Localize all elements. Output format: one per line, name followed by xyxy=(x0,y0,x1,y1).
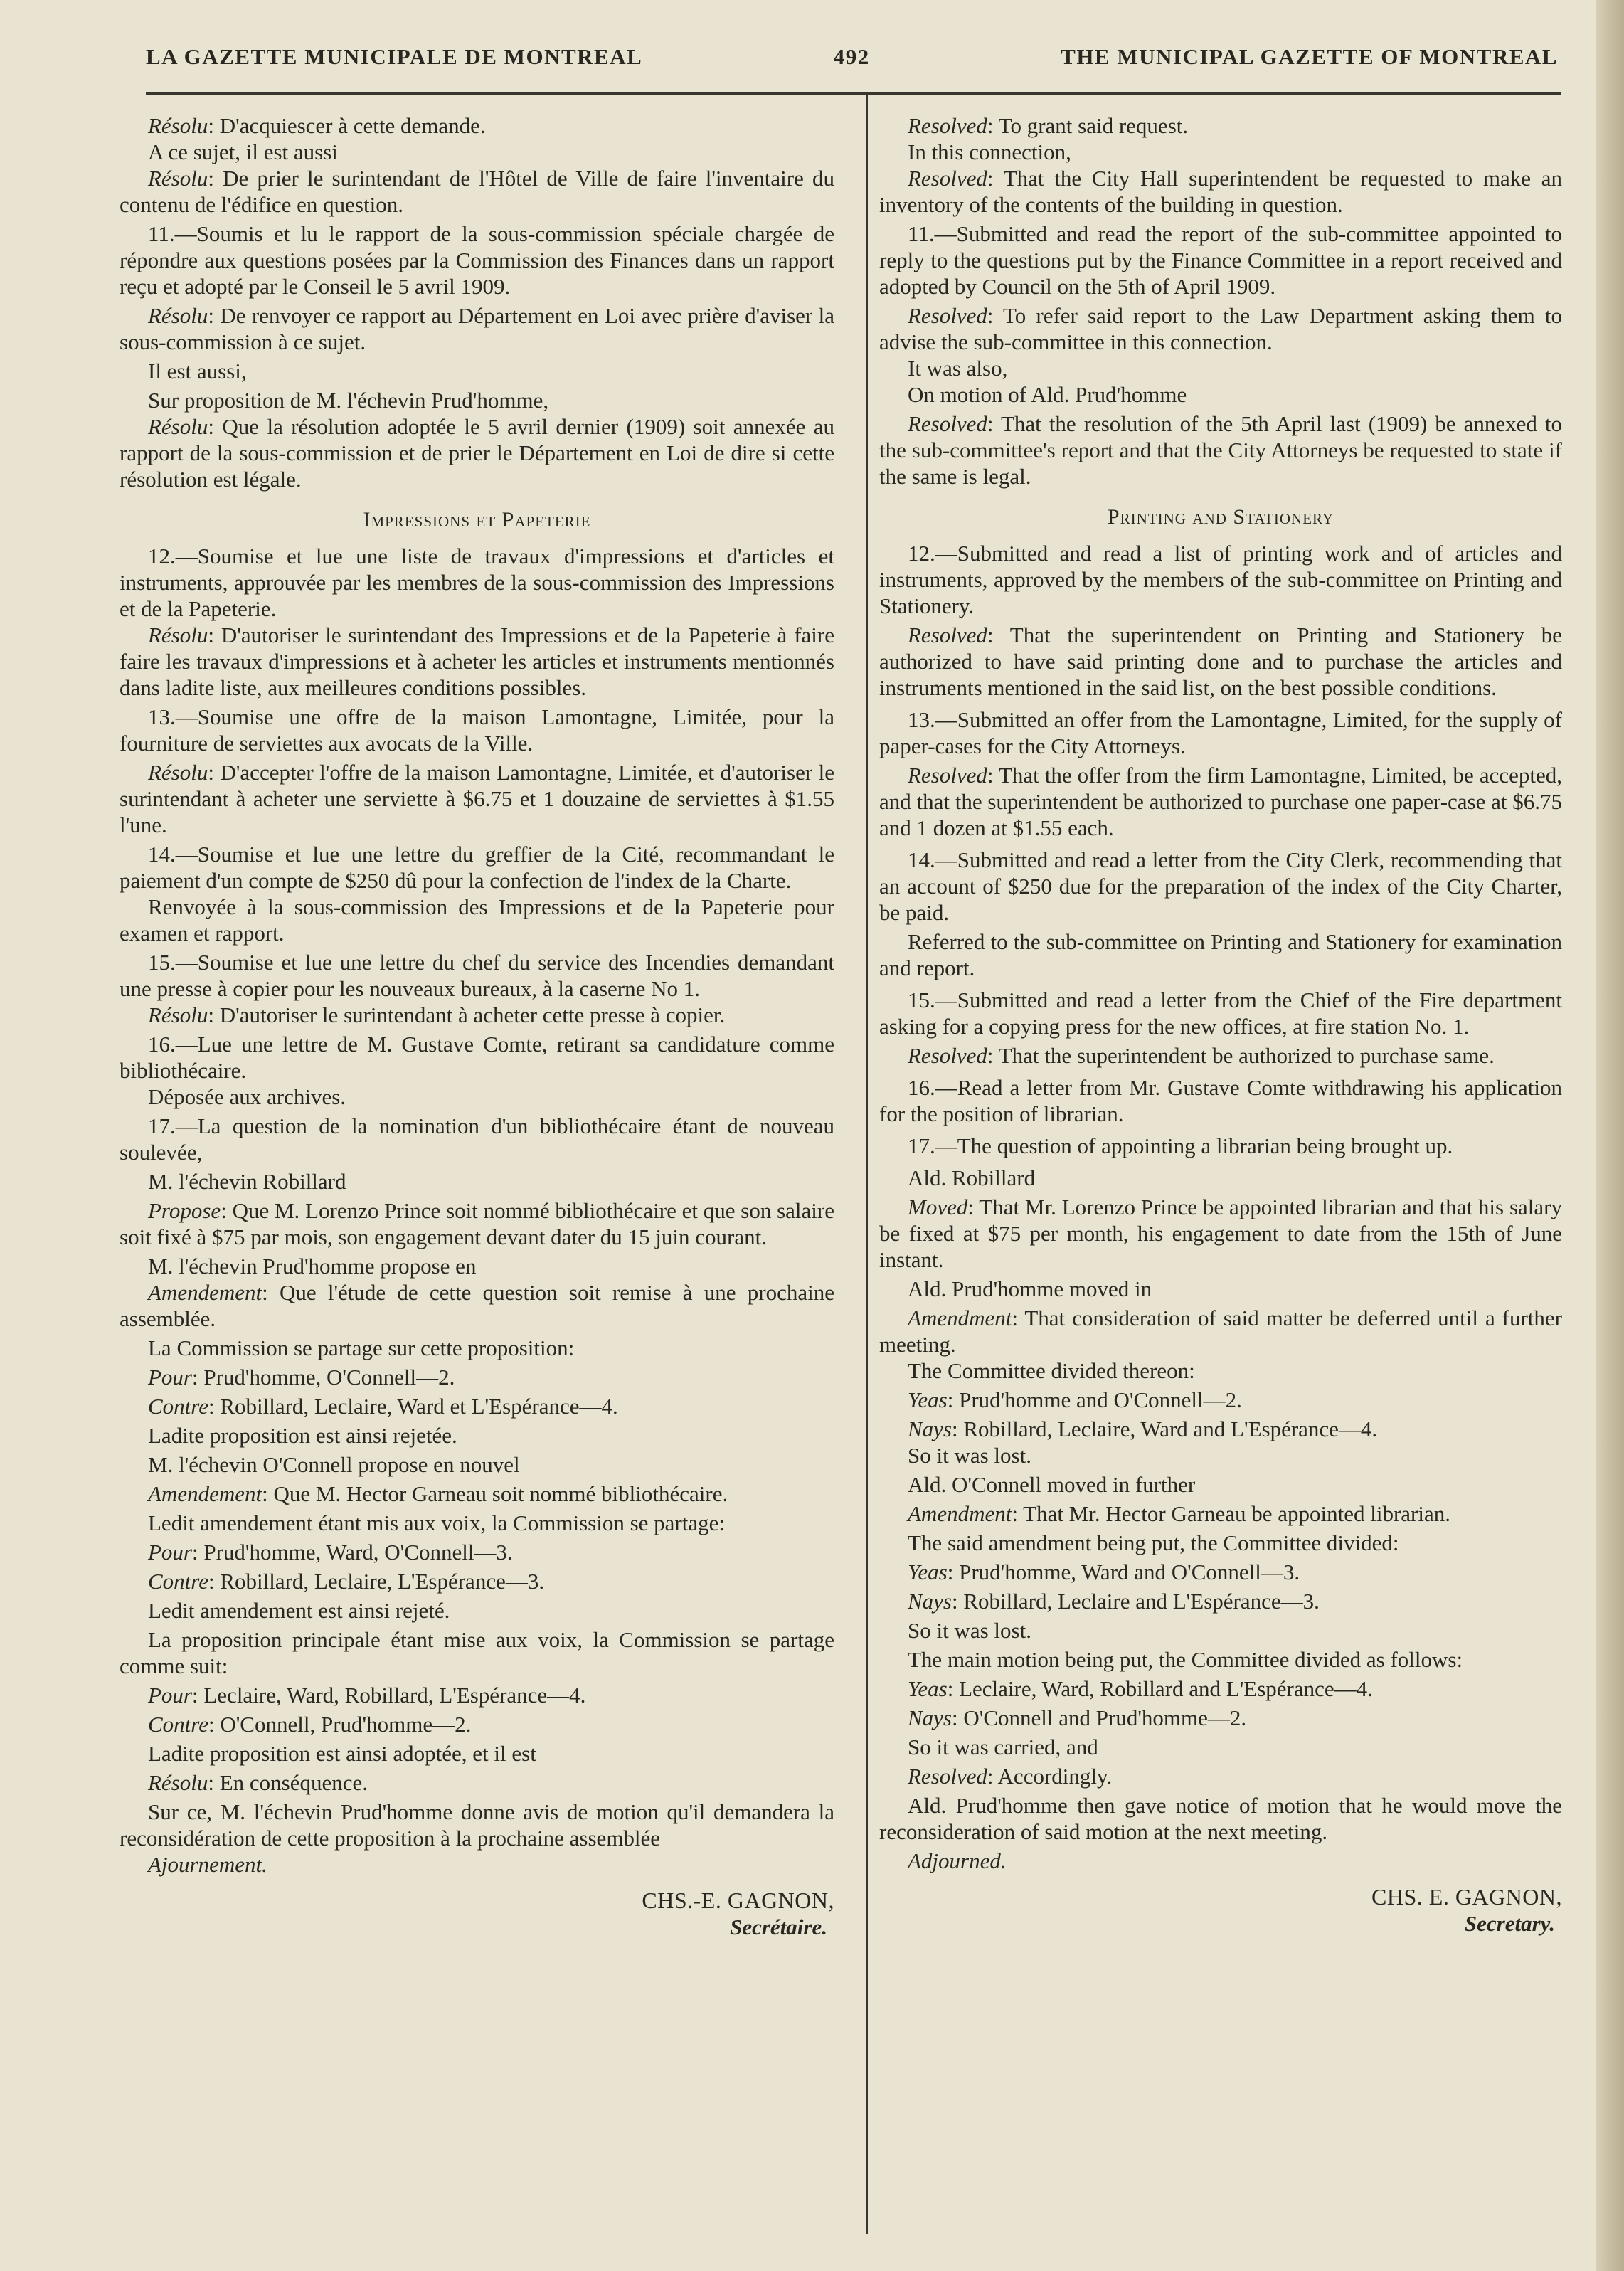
signature: CHS. E. GAGNON, xyxy=(1371,1884,1562,1910)
paragraph: M. l'échevin Robillard xyxy=(148,1169,346,1194)
paragraph: Renvoyée à la sous-commission des Impressions et de la Papeterie pour examen et rapport. xyxy=(120,894,834,946)
paragraph: 14.—Submitted and read a letter from the City Clerk, recommending that an account of $250 due for the preparation of the index of the City Charter, be paid. xyxy=(879,847,1562,925)
paragraph: It was also, xyxy=(908,356,1008,381)
adjournment: Ajournement. xyxy=(148,1852,267,1877)
paragraph: Resolved: To grant said request. xyxy=(908,113,1189,138)
paragraph: Ald. Robillard xyxy=(908,1165,1036,1190)
paragraph: Amendment: That consideration of said matter be deferred until a further meeting. xyxy=(879,1306,1562,1357)
paragraph: M. l'échevin O'Connell propose en nouvel xyxy=(148,1452,520,1477)
paragraph: Resolved: That the resolution of the 5th April last (1909) be annexed to the sub-committee's report and that the City Attorneys be requested to state if the same is legal. xyxy=(879,411,1562,489)
paragraph: Ald. O'Connell moved in further xyxy=(908,1472,1196,1497)
signature-title: Secretary. xyxy=(1464,1911,1555,1936)
paragraph: Sur ce, M. l'échevin Prud'homme donne avis de motion qu'il demandera la reconsidération de cette proposition à la prochaine assemblée xyxy=(120,1799,834,1851)
paragraph: The said amendment being put, the Committee divided: xyxy=(908,1530,1399,1555)
paragraph: Contre: O'Connell, Prud'homme—2. xyxy=(148,1712,472,1737)
paragraph: 15.—Submitted and read a letter from the Chief of the Fire department asking for a copying press for the new offices, at fire station No. 1. xyxy=(879,988,1562,1039)
paragraph: Resolved: That the City Hall superintendent be requested to make an inventory of the contents of the building in question. xyxy=(879,166,1562,217)
paragraph: Amendement: Que M. Hector Garneau soit nommé bibliothécaire. xyxy=(148,1481,728,1506)
paragraph: Propose: Que M. Lorenzo Prince soit nommé bibliothécaire et que son salaire soit fixé à $75 par mois, son engagement devant dater du 15 juin courant. xyxy=(120,1198,834,1249)
paragraph: The main motion being put, the Committee divided as follows: xyxy=(908,1647,1463,1672)
paragraph: M. l'échevin Prud'homme propose en xyxy=(148,1254,477,1279)
header-right-title: THE MUNICIPAL GAZETTE OF MONTREAL xyxy=(1061,44,1558,69)
paragraph: 15.—Soumise et lue une lettre du chef du service des Incendies demandant une presse à copier pour les nouveaux bureaux, à la caserne No 1. xyxy=(120,950,834,1001)
paragraph: 17.—La question de la nomination d'un bibliothécaire étant de nouveau soulevée, xyxy=(120,1113,834,1165)
page-binding-edge xyxy=(1596,0,1624,2271)
paragraph: Resolved: Accordingly. xyxy=(908,1764,1113,1789)
paragraph: 11.—Submitted and read the report of the sub-committee appointed to reply to the questions put by the Finance Committee in a report received and adopted by Council on the 5th of April 1909. xyxy=(879,221,1562,299)
paragraph: Résolu: D'autoriser le surintendant des Impressions et de la Papeterie à faire faire les travaux d'impressions et à acheter les articles et instruments mentionnés dans ladite liste, aux meilleures conditions possibles. xyxy=(120,623,834,700)
paragraph: Résolu: D'acquiescer à cette demande. xyxy=(148,113,486,138)
paragraph: Sur proposition de M. l'échevin Prud'homme, xyxy=(148,388,549,413)
paragraph: So it was lost. xyxy=(908,1443,1031,1468)
paragraph: 16.—Lue une lettre de M. Gustave Comte, retirant sa candidature comme bibliothécaire. xyxy=(120,1032,834,1083)
page-number: 492 xyxy=(833,44,870,69)
column-divider xyxy=(866,92,868,2234)
paragraph: The Committee divided thereon: xyxy=(908,1358,1195,1383)
paragraph: Résolu: D'accepter l'offre de la maison Lamontagne, Limitée, et d'autoriser le surintendant à acheter une serviette à $6.75 et 1 douzaine de serviettes à $1.55 l'une. xyxy=(120,760,834,837)
paragraph: Moved: That Mr. Lorenzo Prince be appointed librarian and that his salary be fixed at $75 per month, his engagement to date from the 15th of June instant. xyxy=(879,1195,1562,1272)
header-rule xyxy=(146,92,1561,95)
paragraph: Ladite proposition est ainsi adoptée, et il est xyxy=(148,1741,536,1766)
paragraph: Referred to the sub-committee on Printing and Stationery for examination and report. xyxy=(879,929,1562,980)
paragraph: Nays: Robillard, Leclaire, Ward and L'Espérance—4. xyxy=(908,1417,1378,1441)
section-heading: Printing and Stationery xyxy=(1107,505,1334,529)
paragraph: Yeas: Prud'homme and O'Connell—2. xyxy=(908,1387,1242,1412)
paragraph: Pour: Leclaire, Ward, Robillard, L'Espérance—4. xyxy=(148,1683,586,1708)
paragraph: Pour: Prud'homme, O'Connell—2. xyxy=(148,1365,455,1389)
page-header xyxy=(146,44,1558,78)
paragraph: Ald. Prud'homme moved in xyxy=(908,1276,1152,1301)
paragraph: 14.—Soumise et lue une lettre du greffier de la Cité, recommandant le paiement d'un compte de $250 dû pour la confection de l'index de la Charte. xyxy=(120,842,834,893)
paragraph: Déposée aux archives. xyxy=(148,1084,346,1109)
paragraph: On motion of Ald. Prud'homme xyxy=(908,382,1187,407)
paragraph: Ledit amendement étant mis aux voix, la Commission se partage: xyxy=(148,1510,725,1535)
paragraph: Yeas: Prud'homme, Ward and O'Connell—3. xyxy=(908,1560,1300,1584)
paragraph: Resolved: That the superintendent on Printing and Stationery be authorized to have said printing done and to purchase the articles and instruments mentioned in the said list, on the best possible conditions. xyxy=(879,623,1562,700)
paragraph: Résolu: De renvoyer ce rapport au Département en Loi avec prière d'aviser la sous-commission à ce sujet. xyxy=(120,303,834,354)
paragraph: Resolved: That the offer from the firm Lamontagne, Limited, be accepted, and that the superintendent be authorized to purchase one paper-case at $6.75 and 1 dozen at $1.55 each. xyxy=(879,763,1563,840)
adjournment: Adjourned. xyxy=(908,1848,1007,1873)
paragraph: Yeas: Leclaire, Ward, Robillard and L'Espérance—4. xyxy=(908,1676,1373,1701)
paragraph: So it was carried, and xyxy=(908,1735,1098,1759)
paragraph: 13.—Soumise une offre de la maison Lamontagne, Limitée, pour la fourniture de serviettes aux avocats de la Ville. xyxy=(120,704,834,756)
paragraph: Amendement: Que l'étude de cette question soit remise à une prochaine assemblée. xyxy=(120,1280,834,1331)
paragraph: A ce sujet, il est aussi xyxy=(148,139,338,164)
signature: CHS.-E. GAGNON, xyxy=(642,1888,834,1913)
paragraph: Résolu: D'autoriser le surintendant à acheter cette presse à copier. xyxy=(148,1002,726,1027)
paragraph: Contre: Robillard, Leclaire, L'Espérance—3. xyxy=(148,1569,545,1594)
paragraph: So it was lost. xyxy=(908,1618,1031,1643)
paragraph: Nays: O'Connell and Prud'homme—2. xyxy=(908,1705,1247,1730)
paragraph: La proposition principale étant mise aux voix, la Commission se partage comme suit: xyxy=(120,1627,834,1678)
paragraph: 12.—Submitted and read a list of printing work and of articles and instruments, approved by the members of the sub-committee on Printing and Stationery. xyxy=(879,541,1562,618)
paragraph: Contre: Robillard, Leclaire, Ward et L'Espérance—4. xyxy=(148,1394,618,1419)
paragraph: 11.—Soumis et lu le rapport de la sous-commission spéciale chargée de répondre aux questions posées par la Commission des Finances dans un rapport reçu et adopté par le Conseil le 5 avril 1909. xyxy=(120,221,834,299)
paragraph: Resolved: To refer said report to the Law Department asking them to advise the sub-committee in this connection. xyxy=(879,303,1562,354)
paragraph: Résolu: Que la résolution adoptée le 5 avril dernier (1909) soit annexée au rapport de la sous-commission et de prier le Département en Loi de dire si cette résolution est légale. xyxy=(120,414,834,492)
paragraph: La Commission se partage sur cette proposition: xyxy=(148,1335,575,1360)
section-heading: Impressions et Papeterie xyxy=(363,508,591,531)
paragraph: Nays: Robillard, Leclaire and L'Espérance—3. xyxy=(908,1589,1320,1614)
paragraph: Amendment: That Mr. Hector Garneau be appointed librarian. xyxy=(908,1501,1450,1526)
header-left-title: LA GAZETTE MUNICIPALE DE MONTREAL xyxy=(146,44,643,69)
paragraph: Il est aussi, xyxy=(148,359,247,383)
paragraph: Résolu: De prier le surintendant de l'Hôtel de Ville de faire l'inventaire du contenu de l'édifice en question. xyxy=(120,166,834,217)
paragraph: Ald. Prud'homme then gave notice of motion that he would move the reconsideration of said motion at the next meeting. xyxy=(879,1793,1562,1844)
paragraph: 17.—The question of appointing a librarian being brought up. xyxy=(908,1133,1453,1158)
paragraph: Résolu: En conséquence. xyxy=(148,1770,368,1795)
paragraph: 16.—Read a letter from Mr. Gustave Comte withdrawing his application for the position of librarian. xyxy=(879,1075,1562,1126)
paragraph: Ledit amendement est ainsi rejeté. xyxy=(148,1598,450,1623)
paragraph: Ladite proposition est ainsi rejetée. xyxy=(148,1423,457,1448)
english-column xyxy=(879,112,1562,1937)
french-column xyxy=(120,112,834,1940)
paragraph: 12.—Soumise et lue une liste de travaux d'impressions et d'articles et instruments, approuvée par les membres de la sous-commission des Impressions et de la Papeterie. xyxy=(120,544,834,621)
paragraph: Pour: Prud'homme, Ward, O'Connell—3. xyxy=(148,1540,513,1565)
signature-title: Secrétaire. xyxy=(730,1915,827,1939)
paragraph: Resolved: That the superintendent be authorized to purchase same. xyxy=(908,1043,1495,1068)
paragraph: 13.—Submitted an offer from the Lamontagne, Limited, for the supply of paper-cases for the City Attorneys. xyxy=(879,707,1562,758)
paragraph: In this connection, xyxy=(908,139,1071,164)
